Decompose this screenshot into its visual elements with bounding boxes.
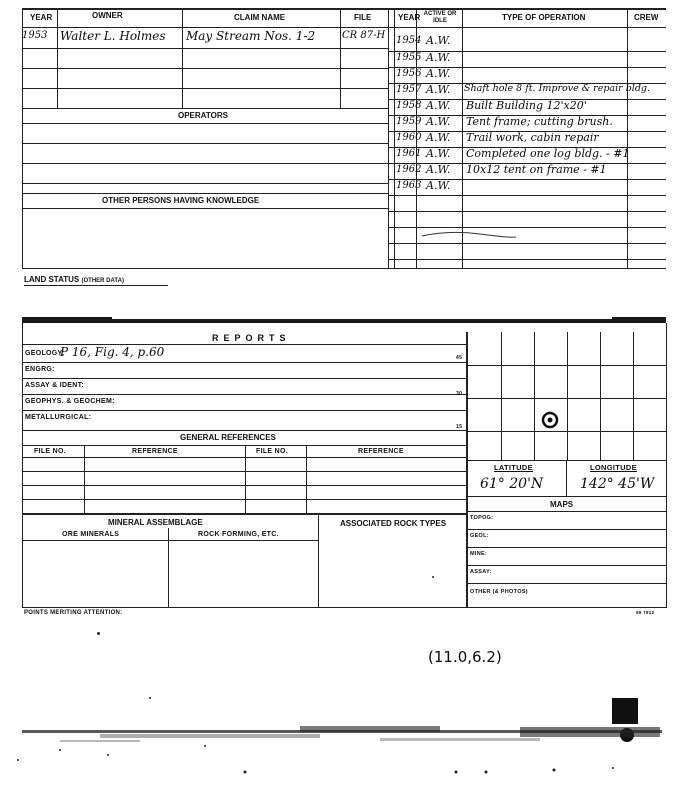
ref-header-file-no: FILE NO. bbox=[34, 448, 66, 455]
header-owner: OWNER bbox=[92, 11, 123, 20]
margin-number: 45 bbox=[456, 355, 463, 361]
header-year-2: YEAR bbox=[398, 13, 421, 22]
activity-year: 1954 bbox=[396, 35, 422, 46]
points-meriting-attention-label: POINTS MERITING ATTENTION: bbox=[24, 610, 123, 616]
header-type-of-operation: TYPE OF OPERATION bbox=[502, 13, 586, 22]
assay-ident-label: ASSAY & IDENT: bbox=[25, 382, 85, 389]
engrg-label: ENGRG: bbox=[25, 366, 55, 373]
activity-status: A.W. bbox=[426, 67, 451, 80]
speck bbox=[432, 576, 434, 578]
activity-status: A.W. bbox=[426, 34, 451, 47]
ore-minerals-header: ORE MINERALS bbox=[62, 531, 120, 538]
land-status-title: LAND STATUS bbox=[24, 275, 80, 284]
activity-year: 1961 bbox=[396, 148, 422, 159]
activity-year: 1959 bbox=[396, 116, 422, 127]
activity-operation: Shaft hole 8 ft. Improve & repair bldg. bbox=[464, 83, 650, 94]
other-persons-label: OTHER PERSONS HAVING KNOWLEDGE bbox=[102, 196, 260, 205]
activity-operation: Completed one log bldg. - #1 bbox=[466, 147, 630, 160]
activity-status: A.W. bbox=[426, 147, 451, 160]
activity-year: 1955 bbox=[396, 52, 422, 63]
latitude-value: 61° 20'N bbox=[480, 476, 544, 492]
activity-operation: 10x12 tent on frame - #1 bbox=[466, 163, 607, 176]
land-status-label bbox=[24, 275, 124, 284]
activity-operation: Built Building 12'x20' bbox=[466, 99, 587, 112]
maps-other-label: OTHER (& PHOTOS) bbox=[470, 589, 528, 595]
longitude-label: LONGITUDE bbox=[590, 463, 637, 472]
scan-noise bbox=[0, 690, 678, 790]
activity-operation: Trail work, cabin repair bbox=[466, 131, 599, 144]
form-number: 69 7812 bbox=[636, 610, 655, 615]
activity-status: A.W. bbox=[426, 179, 451, 192]
header-file: FILE bbox=[354, 13, 372, 22]
activity-status: A.W. bbox=[426, 115, 451, 128]
geology-label: GEOLOGY: bbox=[25, 350, 65, 357]
maps-assay-label: ASSAY: bbox=[470, 569, 492, 575]
associated-rock-types-header: ASSOCIATED ROCK TYPES bbox=[339, 519, 447, 528]
header-claim-name: CLAIM NAME bbox=[234, 13, 286, 22]
maps-title: MAPS bbox=[550, 500, 574, 509]
activity-operation: Tent frame; cutting brush. bbox=[466, 115, 613, 128]
header-crew: CREW bbox=[634, 13, 659, 22]
mineral-assemblage-title: MINERAL ASSEMBLAGE bbox=[108, 518, 203, 527]
reports-title: REPORTS bbox=[212, 333, 291, 343]
claim-file: CR 87-H bbox=[342, 30, 386, 41]
operators-label: OPERATORS bbox=[178, 111, 228, 120]
activity-year: 1957 bbox=[396, 84, 422, 95]
activity-year: 1956 bbox=[396, 68, 422, 79]
longitude-value: 142° 45'W bbox=[580, 476, 655, 492]
activity-status: A.W. bbox=[426, 83, 451, 96]
latitude-label: LATITUDE bbox=[494, 463, 533, 472]
maps-topog-label: TOPOG: bbox=[470, 515, 494, 521]
activity-status: A.W. bbox=[426, 131, 451, 144]
margin-number: 30 bbox=[456, 391, 463, 397]
maps-geol-label: GEOL: bbox=[470, 533, 489, 539]
activity-year: 1960 bbox=[396, 132, 422, 143]
header-year: YEAR bbox=[30, 13, 53, 22]
speck bbox=[97, 632, 100, 635]
owner-name: Walter L. Holmes bbox=[60, 29, 166, 43]
pen-mark bbox=[420, 228, 520, 242]
ref-header-reference: REFERENCE bbox=[132, 448, 178, 455]
geophys-label: GEOPHYS. & GEOCHEM: bbox=[25, 398, 115, 405]
activity-status: A.W. bbox=[426, 163, 451, 176]
activity-year: 1963 bbox=[396, 180, 422, 191]
activity-status: A.W. bbox=[426, 51, 451, 64]
rock-forming-header: ROCK FORMING, ETC. bbox=[198, 531, 279, 538]
maps-mine-label: MINE: bbox=[470, 551, 488, 557]
activity-status: A.W. bbox=[426, 99, 451, 112]
coordinates-note: (11.0,6.2) bbox=[428, 648, 502, 666]
location-marker-icon bbox=[541, 411, 559, 429]
metallurgical-label: METALLURGICAL: bbox=[25, 414, 92, 421]
margin-number: 15 bbox=[456, 424, 463, 430]
general-references-title: GENERAL REFERENCES bbox=[180, 433, 276, 442]
ref-header-reference-2: REFERENCE bbox=[358, 448, 404, 455]
activity-year: 1958 bbox=[396, 100, 422, 111]
geology-value: P 16, Fig. 4, p.60 bbox=[60, 345, 165, 359]
owner-year: 1953 bbox=[22, 30, 48, 41]
claim-name: May Stream Nos. 1-2 bbox=[186, 29, 316, 43]
land-status-sub: (OTHER DATA) bbox=[81, 278, 124, 284]
ref-header-file-no-2: FILE NO. bbox=[256, 448, 288, 455]
activity-year: 1962 bbox=[396, 164, 422, 175]
header-active-idle: ACTIVE OR IDLE bbox=[423, 11, 457, 24]
